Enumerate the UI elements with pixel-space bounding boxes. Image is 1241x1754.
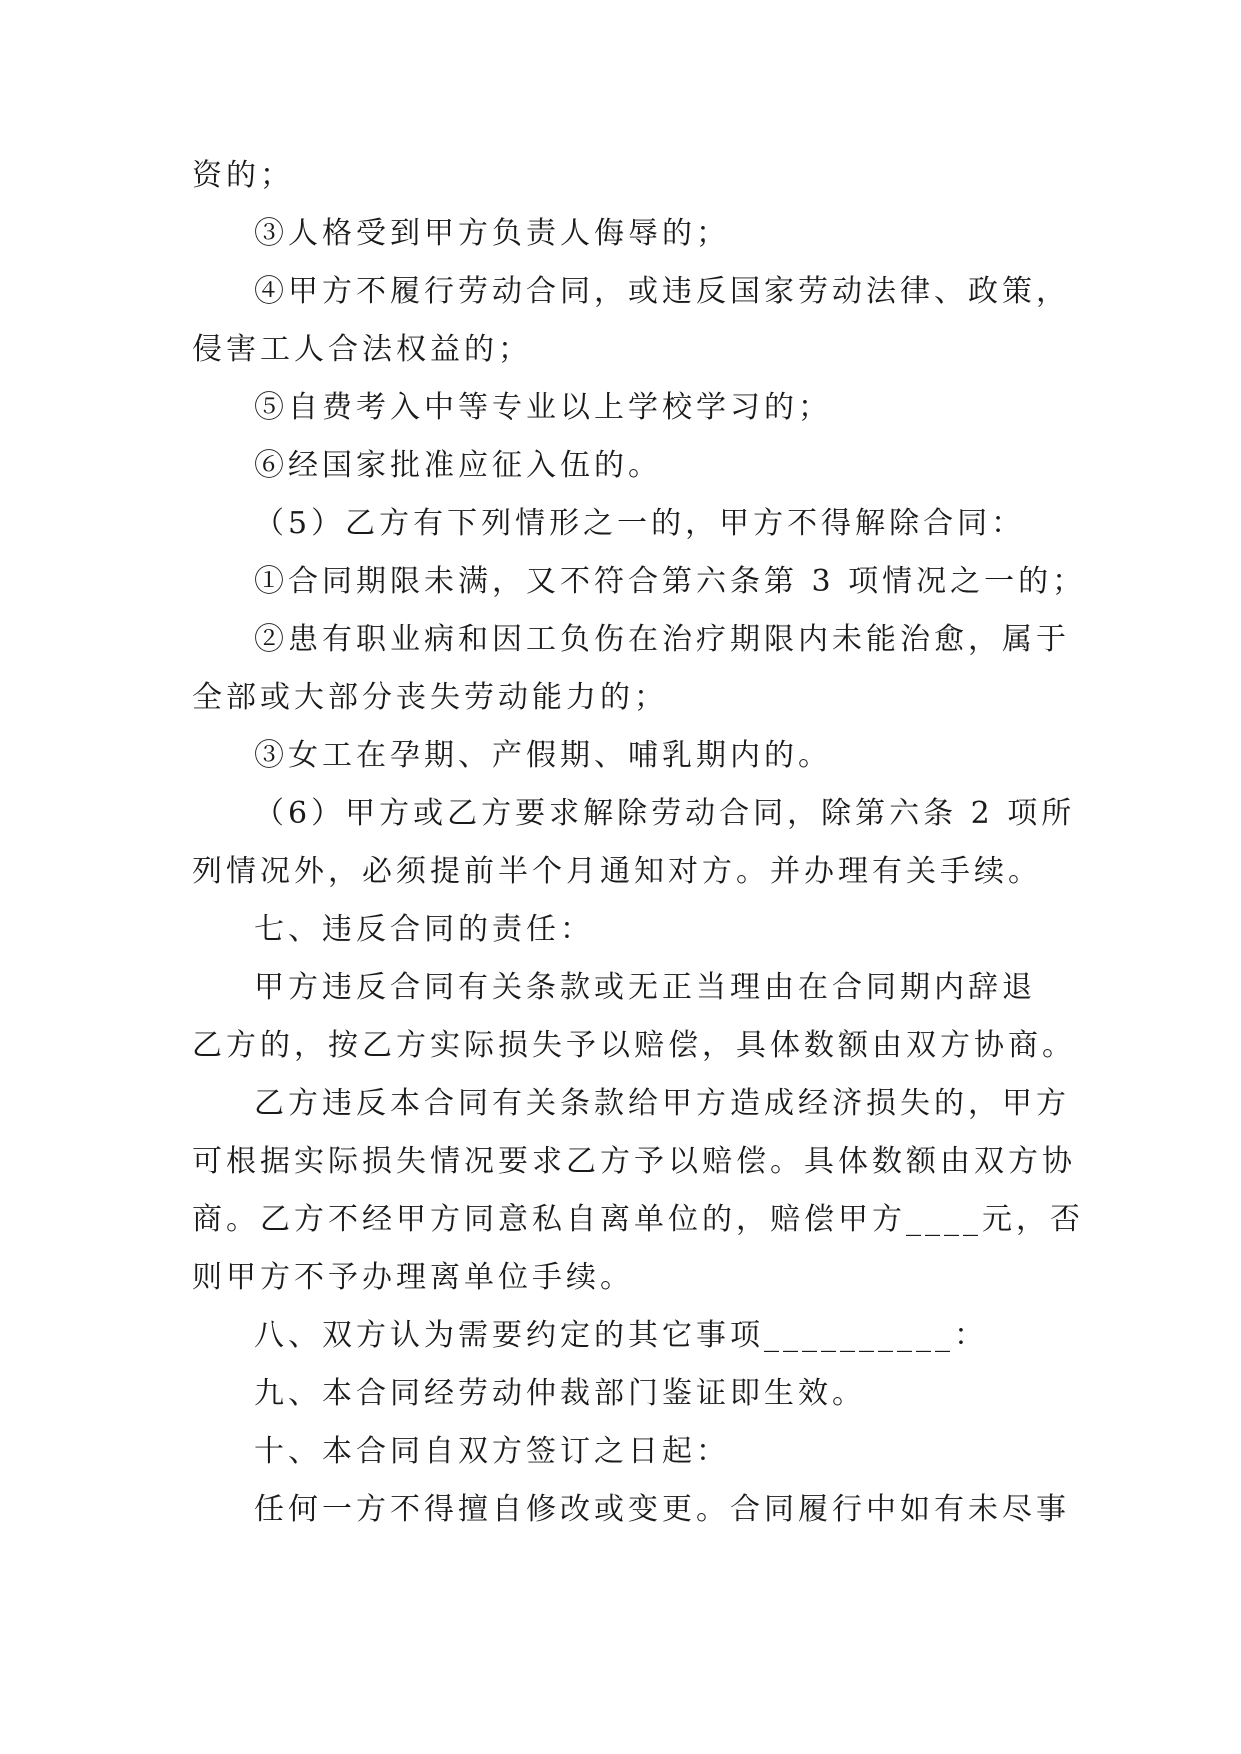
text-line: 十、本合同自双方签订之日起： bbox=[254, 1434, 730, 1469]
text-line: ④甲方不履行劳动合同，或违反国家劳动法律、政策， bbox=[254, 274, 1070, 309]
text-line: ③人格受到甲方负责人侮辱的； bbox=[254, 216, 730, 251]
text-line: （6）甲方或乙方要求解除劳动合同，除第六条 2 项所 bbox=[254, 796, 1076, 831]
text-line: 甲方违反合同有关条款或无正当理由在合同期内辞退 bbox=[254, 970, 1036, 1005]
text-line: ⑤自费考入中等专业以上学校学习的； bbox=[254, 390, 832, 425]
text-line: 全部或大部分丧失劳动能力的； bbox=[192, 680, 668, 715]
text-line: ③女工在孕期、产假期、哺乳期内的。 bbox=[254, 738, 832, 773]
text-line: 可根据实际损失情况要求乙方予以赔偿。具体数额由双方协 bbox=[192, 1144, 1076, 1179]
text-line: ②患有职业病和因工负伤在治疗期限内未能治愈，属于 bbox=[254, 622, 1070, 657]
text-line: 资的； bbox=[192, 158, 294, 193]
text-line: 九、本合同经劳动仲裁部门鉴证即生效。 bbox=[254, 1376, 866, 1411]
text-line: 乙方违反本合同有关条款给甲方造成经济损失的，甲方 bbox=[254, 1086, 1070, 1121]
text-line: 列情况外，必须提前半个月通知对方。并办理有关手续。 bbox=[192, 854, 1042, 889]
text-line: 八、双方认为需要约定的其它事项__________： bbox=[254, 1318, 988, 1353]
text-line: ⑥经国家批准应征入伍的。 bbox=[254, 448, 662, 483]
text-line: ①合同期限未满，又不符合第六条第 3 项情况之一的； bbox=[254, 564, 1087, 599]
text-line: 侵害工人合法权益的； bbox=[192, 332, 532, 367]
text-line: （5）乙方有下列情形之一的，甲方不得解除合同： bbox=[254, 506, 1026, 541]
text-line: 任何一方不得擅自修改或变更。合同履行中如有未尽事 bbox=[254, 1492, 1070, 1527]
text-line: 商。乙方不经甲方同意私自离单位的，赔偿甲方____元，否 bbox=[192, 1202, 1084, 1237]
text-line: 乙方的，按乙方实际损失予以赔偿，具体数额由双方协商。 bbox=[192, 1028, 1076, 1063]
text-line: 七、违反合同的责任： bbox=[254, 912, 594, 947]
text-line: 则甲方不予办理离单位手续。 bbox=[192, 1260, 634, 1295]
